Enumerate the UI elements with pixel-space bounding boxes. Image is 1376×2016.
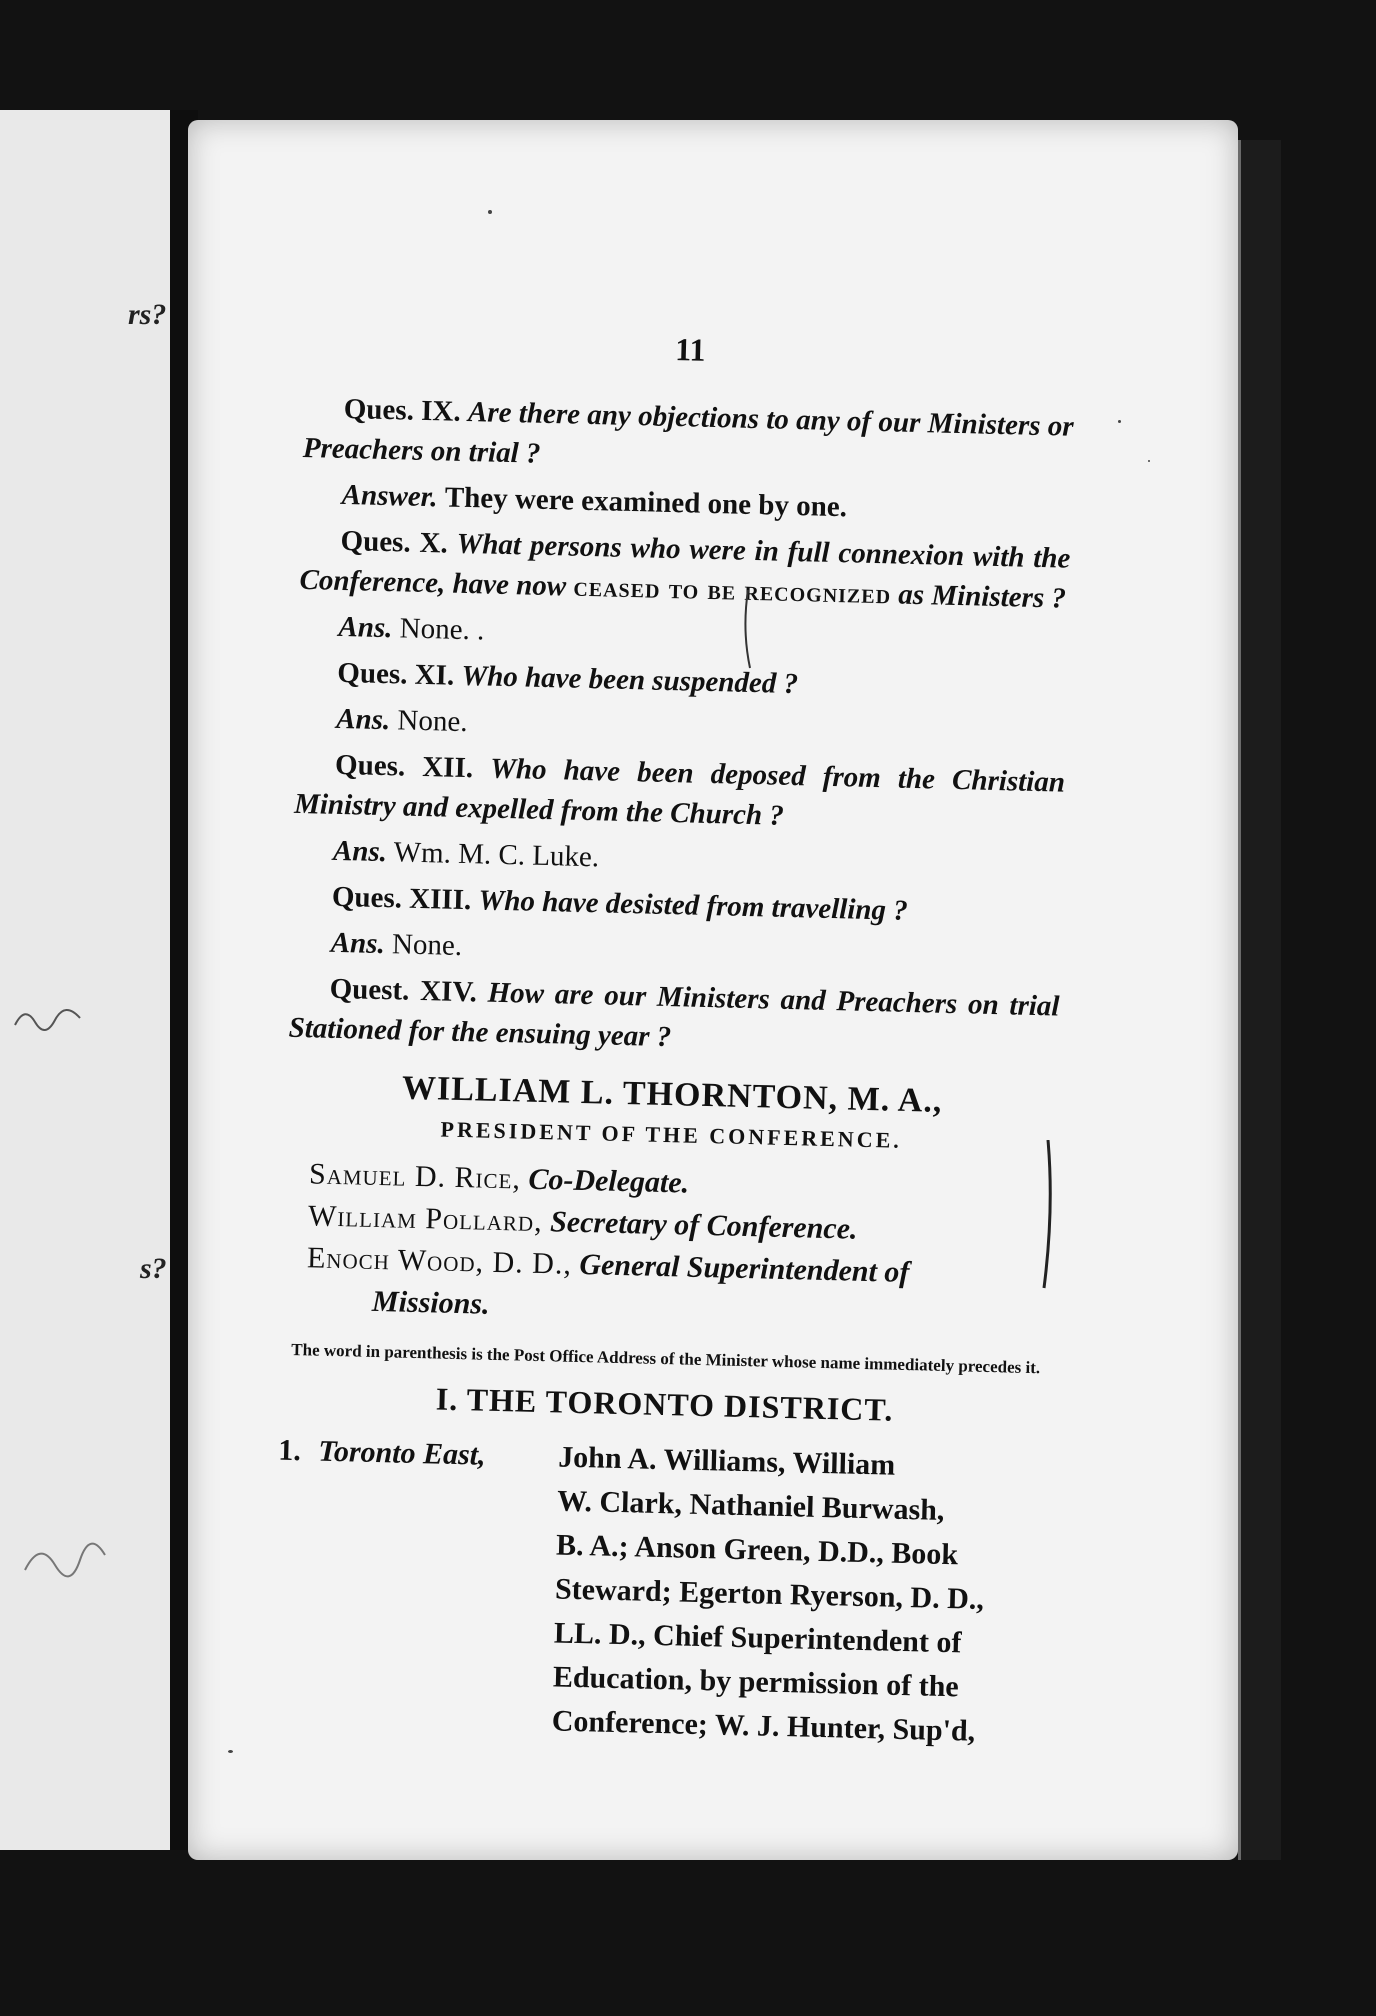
pen-mark	[1038, 1140, 1058, 1290]
district-heading: I. THE TORONTO DISTRICT.	[435, 1380, 894, 1428]
page-content	[271, 320, 1075, 1755]
officer-secretary: William Pollard, Secretary of Conference.	[307, 1199, 858, 1246]
question-9: Ques. IX. Are there any objections to any of our Ministers or Preachers on trial ?	[302, 392, 1075, 470]
left-page-fragment-top: rs?	[128, 298, 167, 331]
handwritten-mark	[20, 1530, 110, 1590]
station-line: Steward; Egerton Ryerson, D. D.,	[554, 1572, 985, 1616]
president-name: WILLIAM L. THORNTON, M. A.,	[401, 1069, 943, 1120]
answer-12: Ans. Wm. M. C. Luke.	[332, 834, 600, 874]
station-line: LL. D., Chief Superintendent of	[553, 1616, 962, 1660]
left-page-fragment-bottom: s?	[140, 1252, 167, 1285]
station-line: John A. Williams, William	[557, 1440, 896, 1482]
question-14: Quest. XIV. How are our Ministers and Preachers on trial Stationed for the ensuing year ?	[288, 972, 1060, 1054]
speck	[228, 1750, 233, 1753]
pen-mark	[738, 590, 758, 670]
station-line: W. Clark, Nathaniel Burwash,	[556, 1484, 945, 1527]
answer-10: Ans. None. .	[338, 610, 485, 647]
question-11: Ques. XI. Who have been suspended ?	[336, 656, 799, 701]
officer-general-superintendent-cont: Missions.	[371, 1284, 490, 1321]
post-office-note: The word in parenthesis is the Post Office Address of the Minister whose name immediately precedes it.	[291, 1339, 1041, 1378]
answer-13: Ans. None.	[330, 926, 463, 962]
station-line: B. A.; Anson Green, D.D., Book	[555, 1528, 959, 1572]
officer-general-superintendent: Enoch Wood, D. D., General Superintendent of	[306, 1241, 910, 1290]
speck	[1148, 460, 1150, 462]
station-line: Education, by permission of the	[552, 1660, 960, 1704]
speck	[488, 210, 492, 214]
question-10: Ques. X. What persons who were in full connexion with the Conference, have now ceased to be recognized as Ministers ?	[299, 524, 1071, 615]
page-edge	[1238, 140, 1281, 1860]
question-13: Ques. XIII. Who have desisted from travelling ?	[331, 880, 909, 927]
station-line: Conference; W. J. Hunter, Sup'd,	[551, 1704, 976, 1748]
previous-page-fragment	[0, 110, 176, 1850]
station-number: 1.	[277, 1433, 302, 1468]
page-number: 11	[674, 331, 706, 368]
answer-9: Answer. They were examined one by one.	[341, 478, 848, 524]
station-ministers-cont	[551, 1479, 1037, 1755]
speck	[1118, 420, 1121, 423]
page-11	[188, 120, 1238, 1860]
station-entry-cont	[271, 1473, 1047, 1756]
station-place: Toronto East,	[317, 1434, 487, 1472]
officer-co-delegate: Samuel D. Rice, Co-Delegate.	[308, 1157, 690, 1200]
handwritten-mark	[10, 1000, 90, 1040]
answer-11: Ans. None.	[335, 702, 468, 739]
question-12: Ques. XII. Who have been deposed from the Christian Ministry and expelled from the Church ?	[293, 748, 1066, 832]
president-title: PRESIDENT OF THE CONFERENCE.	[440, 1116, 903, 1153]
